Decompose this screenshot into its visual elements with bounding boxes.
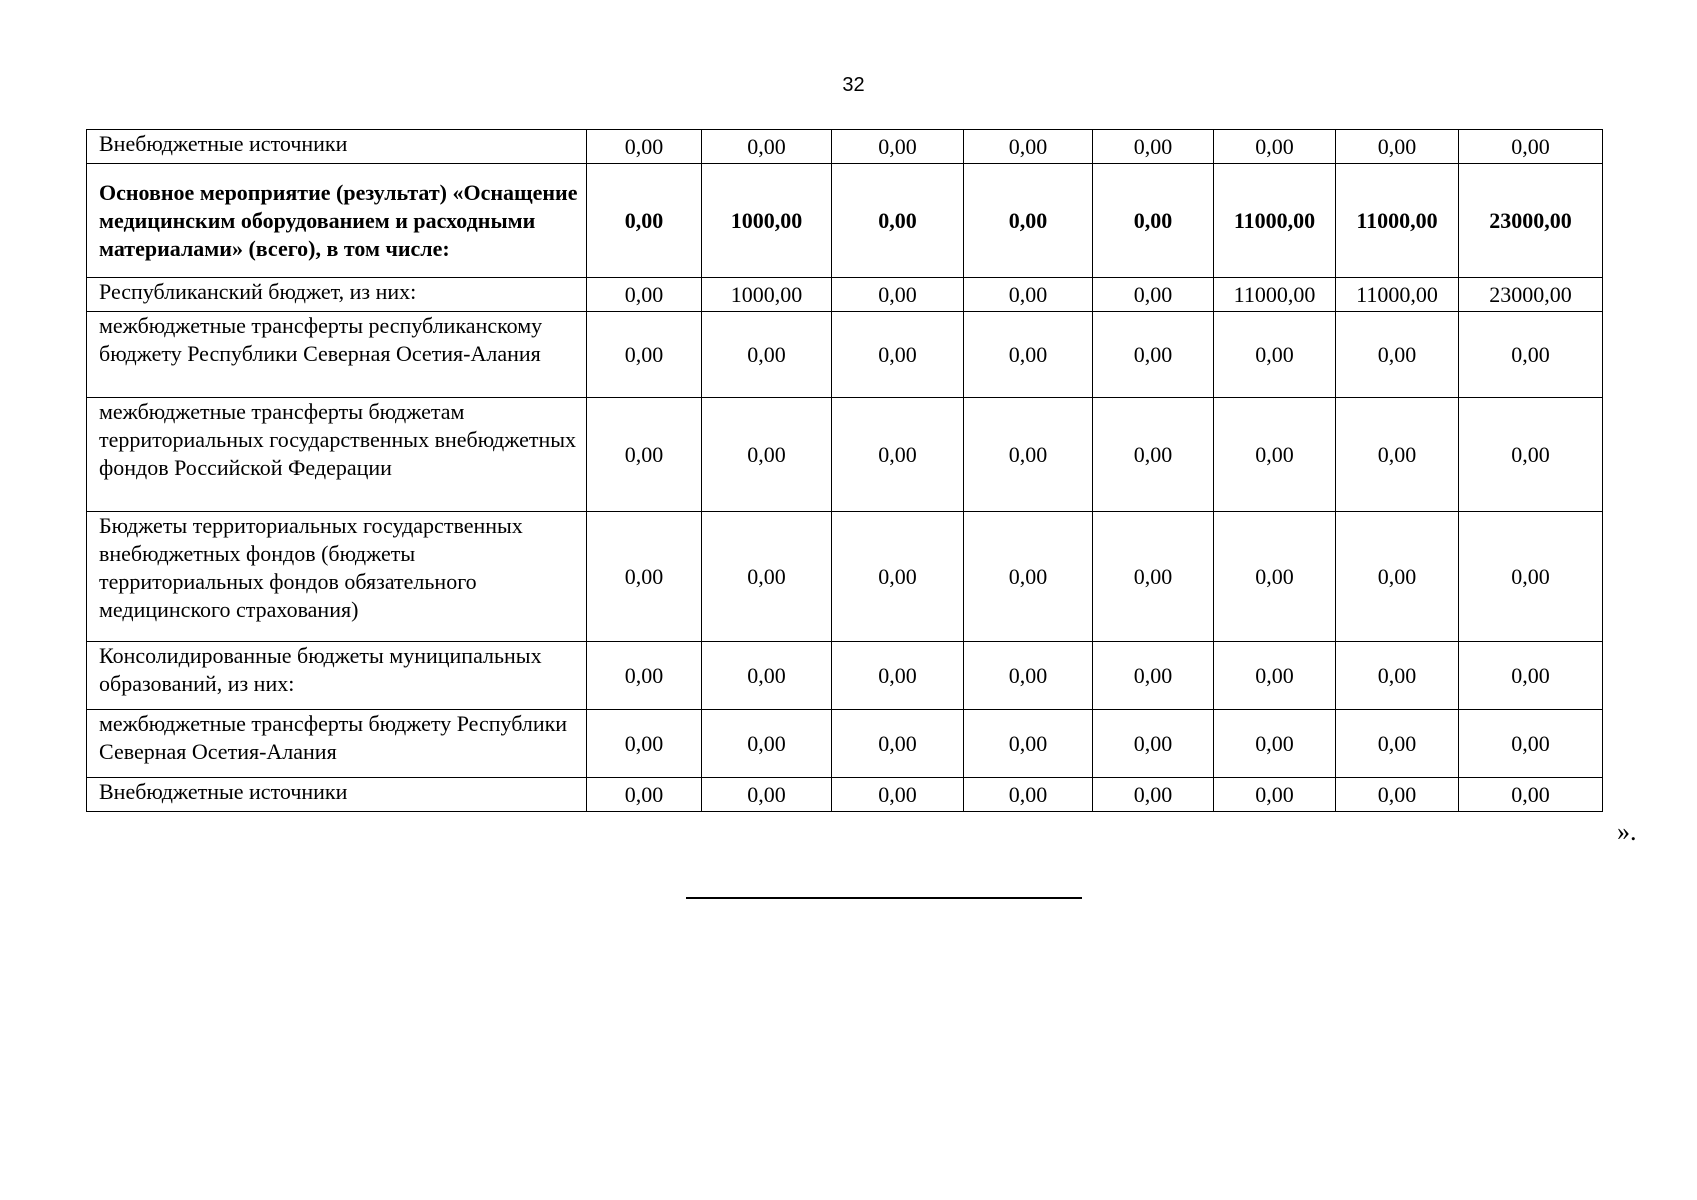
value-cell: 0,00 (964, 312, 1093, 398)
value-cell: 0,00 (964, 164, 1093, 278)
table-body (87, 130, 1603, 812)
value-cell: 0,00 (1336, 710, 1459, 778)
value-cell: 0,00 (587, 312, 702, 398)
value-cell: 0,00 (1459, 130, 1603, 164)
page-number: 32 (842, 74, 865, 96)
value-cell: 0,00 (1093, 642, 1214, 710)
value-cell: 0,00 (702, 312, 832, 398)
value-cell: 0,00 (587, 130, 702, 164)
value-cell: 0,00 (702, 710, 832, 778)
value-cell: 0,00 (1336, 512, 1459, 642)
table-row (87, 642, 1603, 710)
value-cell: 0,00 (1336, 312, 1459, 398)
value-cell: 0,00 (587, 512, 702, 642)
value-cell: 0,00 (832, 642, 964, 710)
value-cell: 11000,00 (1214, 278, 1336, 312)
value-cell: 0,00 (587, 164, 702, 278)
row-label: межбюджетные трансферты бюджету Республики Северная Осетия-Алания (87, 710, 587, 778)
table-row (87, 278, 1603, 312)
value-cell: 0,00 (1459, 398, 1603, 512)
value-cell: 0,00 (702, 512, 832, 642)
value-cell: 0,00 (1093, 398, 1214, 512)
value-cell: 0,00 (832, 778, 964, 812)
closing-quote: ». (1617, 817, 1637, 846)
value-cell: 1000,00 (702, 278, 832, 312)
value-cell: 0,00 (587, 642, 702, 710)
value-cell: 0,00 (702, 778, 832, 812)
value-cell: 0,00 (1214, 710, 1336, 778)
value-cell: 0,00 (1459, 710, 1603, 778)
value-cell: 0,00 (964, 710, 1093, 778)
value-cell: 0,00 (964, 512, 1093, 642)
value-cell: 0,00 (832, 130, 964, 164)
value-cell: 0,00 (964, 130, 1093, 164)
value-cell: 11000,00 (1336, 164, 1459, 278)
end-rule (686, 897, 1082, 899)
value-cell: 0,00 (702, 642, 832, 710)
value-cell: 0,00 (1214, 778, 1336, 812)
table-row (87, 130, 1603, 164)
value-cell: 0,00 (1336, 398, 1459, 512)
value-cell: 0,00 (832, 164, 964, 278)
value-cell: 0,00 (1214, 512, 1336, 642)
table-row (87, 778, 1603, 812)
value-cell: 0,00 (1093, 778, 1214, 812)
value-cell: 0,00 (1093, 164, 1214, 278)
value-cell: 23000,00 (1459, 278, 1603, 312)
value-cell: 0,00 (964, 278, 1093, 312)
value-cell: 0,00 (587, 398, 702, 512)
value-cell: 0,00 (1459, 512, 1603, 642)
value-cell: 0,00 (1214, 130, 1336, 164)
row-label: межбюджетные трансферты бюджетам территориальных государственных внебюджетных фондов Российской Федерации (87, 398, 587, 512)
table-row (87, 164, 1603, 278)
value-cell: 0,00 (1093, 278, 1214, 312)
value-cell: 0,00 (1336, 130, 1459, 164)
value-cell: 0,00 (1459, 312, 1603, 398)
value-cell: 0,00 (1093, 130, 1214, 164)
table-row (87, 398, 1603, 512)
value-cell: 1000,00 (702, 164, 832, 278)
value-cell: 23000,00 (1459, 164, 1603, 278)
value-cell: 0,00 (702, 398, 832, 512)
value-cell: 0,00 (1093, 710, 1214, 778)
value-cell: 0,00 (832, 398, 964, 512)
table-row (87, 512, 1603, 642)
value-cell: 0,00 (1214, 642, 1336, 710)
row-label: межбюджетные трансферты республиканскому бюджету Республики Северная Осетия-Алания (87, 312, 587, 398)
value-cell: 0,00 (964, 778, 1093, 812)
budget-table (86, 129, 1603, 812)
value-cell: 0,00 (832, 312, 964, 398)
value-cell: 0,00 (832, 512, 964, 642)
row-label: Внебюджетные источники (87, 778, 587, 812)
row-label: Внебюджетные источники (87, 130, 587, 164)
value-cell: 0,00 (1459, 642, 1603, 710)
row-label: Республиканский бюджет, из них: (87, 278, 587, 312)
value-cell: 11000,00 (1214, 164, 1336, 278)
value-cell: 0,00 (1459, 778, 1603, 812)
value-cell: 0,00 (587, 278, 702, 312)
value-cell: 0,00 (702, 130, 832, 164)
value-cell: 0,00 (1336, 642, 1459, 710)
table-row (87, 710, 1603, 778)
value-cell: 0,00 (587, 710, 702, 778)
value-cell: 0,00 (832, 278, 964, 312)
value-cell: 0,00 (1336, 778, 1459, 812)
value-cell: 11000,00 (1336, 278, 1459, 312)
row-label: Консолидированные бюджеты муниципальных образований, из них: (87, 642, 587, 710)
value-cell: 0,00 (1093, 312, 1214, 398)
value-cell: 0,00 (1214, 398, 1336, 512)
value-cell: 0,00 (1214, 312, 1336, 398)
value-cell: 0,00 (1093, 512, 1214, 642)
table-row (87, 312, 1603, 398)
row-label: Бюджеты территориальных государственных внебюджетных фондов (бюджеты территориальных фондов обязательного медицинского страхования) (87, 512, 587, 642)
value-cell: 0,00 (964, 642, 1093, 710)
row-label: Основное мероприятие (результат) «Оснащение медицинским оборудованием и расходными материалами» (всего), в том числе: (87, 164, 587, 278)
value-cell: 0,00 (587, 778, 702, 812)
value-cell: 0,00 (964, 398, 1093, 512)
value-cell: 0,00 (832, 710, 964, 778)
